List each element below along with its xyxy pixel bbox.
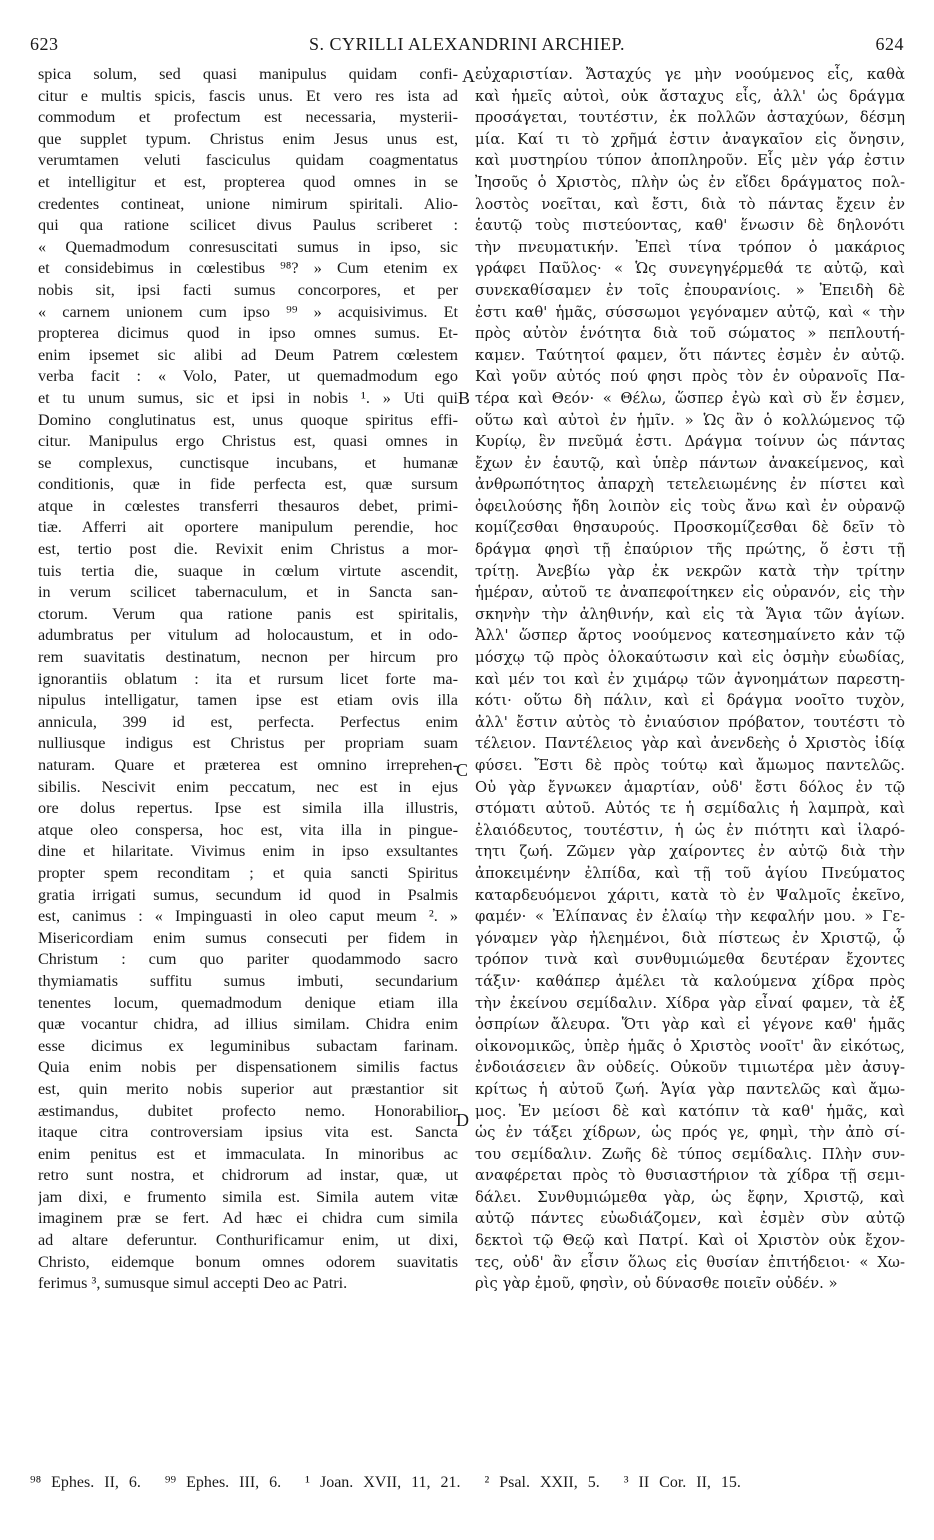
greek-column xyxy=(475,64,905,1295)
text-line: annicula, 399 id est, perfecta. Perfectus enim xyxy=(38,712,458,731)
text-line: ore dolus repertus. Ipse est simila illa illustris, xyxy=(38,799,458,818)
text-line: γόναμεν γὰρ ἠλεημένοι, διὰ πίστεως ἐν Χριστῷ, ᾧ xyxy=(475,929,905,947)
text-line: Κυρίῳ, ἓν πνεῦμά ἐστι. Δράγμα τοίνυν ὡς πάντας xyxy=(475,433,905,451)
text-line: propterea dicimus quod in ipso omnes sumus. Et- xyxy=(38,324,458,343)
text-line: tenentes locum, quemadmodum denique etiam illa xyxy=(38,993,458,1012)
text-line: est, tertio post die. Revixit enim Christus a mor- xyxy=(38,540,458,559)
text-line: gratia irrigati sumus, secundum id quod in Psalmis xyxy=(38,885,458,904)
text-line: citur. Manipulus ergo Christus est, quasi omnes in xyxy=(38,432,458,451)
text-line: enim ipsemet sic alibi ad Deum Patrem cœlestem xyxy=(38,345,458,364)
text-line: ἑαυτῷ τοὺς πιστεύοντας, καθ' ἕνωσιν δὲ δηλονότι xyxy=(475,217,905,235)
text-line: sibilis. Nescivit enim peccatum, nec est in ejus xyxy=(38,777,458,796)
text-line: Quia enim nobis per dispensationem similis factus xyxy=(38,1058,458,1077)
text-line: ἀνθρωπότητος ἀπαρχὴ τετελειωμένης ἐν πίστει καὶ xyxy=(475,476,905,494)
text-line: ἀλλ' ἔστιν αὐτὸς τὸ ἐνιαύσιον πρόβατον, τουτέστι τὸ xyxy=(475,713,905,731)
footnote: ³ II Cor. II, 15. xyxy=(623,1474,741,1491)
text-line: que supplet typum. Christus enim Jesus unus est, xyxy=(38,129,458,148)
text-line: τὴν πνευματικήν. Ἐπεὶ τίνα τρόπον ὁ μακάριος xyxy=(475,238,905,256)
text-line: τες, οὐδ' ἂν εἶσιν ὅλως εἰς θυσίαν ἐπιτήδειοι· « Χω- xyxy=(475,1253,905,1271)
text-line: est, canimus : « Impinguasti in oleo caput meum ². » xyxy=(38,907,458,926)
text-line: Christo, eidemque bonum omnes odorem suavitatis xyxy=(38,1252,458,1271)
text-line: ὀσπρίων ἄλευρα. Ὅτι γὰρ καὶ εἰ γέγονε καθ' ἡμᾶς xyxy=(475,1016,905,1034)
text-line: αὐτῷ πάντες εὐωδιάζομεν, καὶ ἐσμὲν σὺν αὐτῷ xyxy=(475,1210,905,1228)
text-line: τητι ζωή. Ζῶμεν γὰρ χαίροντες ἐν αὐτῷ διὰ τὴν xyxy=(475,843,905,861)
text-line: ignorantiis oblatum : ita et rursum licet forte ma- xyxy=(38,669,458,688)
text-line: τέλειον. Παντέλειος γὰρ καὶ ἀνενδεὴς ὁ Χριστὸς ἰδίᾳ xyxy=(475,735,905,753)
text-line: πρὸς αὐτὸν ἑνότητα διὰ τοῦ σώματος » πεπλουτή- xyxy=(475,325,905,343)
text-line: κομίζεσθαι θησαυρούς. Προσκομίζεσθαι δὲ δεῖν τὸ xyxy=(475,519,905,537)
text-line: verba facit : « Volo, Pater, ut quemadmodum ego xyxy=(38,367,458,386)
text-line: οἰκονομικῶς, ὑπὲρ ἡμᾶς ὁ Χριστὸς νοοῖτ' ἂν εἰκότως, xyxy=(475,1037,905,1055)
text-line: æstimandus, dubitet profecto nemo. Honorabilior xyxy=(38,1101,458,1120)
text-line: tuis tertia die, suaque in cœlum virtute ascendit, xyxy=(38,561,458,580)
text-line: δάλει. Συνθυμιώμεθα γὰρ, ὡς ἔφην, Χριστῷ, καὶ xyxy=(475,1188,905,1206)
text-line: Ἰησοῦς ὁ Χριστὸς, πλὴν ὡς ἐν εἴδει δράγματος πολ- xyxy=(475,173,905,191)
text-line: spica solum, sed quasi manipulus quidam confi- xyxy=(38,65,458,83)
text-line: γράφει Παῦλος· « Ὡς συνεγηγέρμεθά τε αὐτῷ, καὶ xyxy=(475,260,905,278)
text-line: naturam. Quare et præterea est omnino irreprehen- xyxy=(38,756,458,774)
text-line: Christum : cum quo pariter quodammodo sacro xyxy=(38,950,458,969)
text-line: credentes contineat, unione nimirum spiritali. Alio- xyxy=(38,194,458,213)
text-line: ἐλαιόδευτος, τουτέστιν, ἡ ὡς ἐν πιότητι καὶ ἱλαρό- xyxy=(475,821,905,839)
text-line: « carnem unionem cum ipso ⁹⁹ » acquisivimus. Et xyxy=(38,302,458,321)
text-line: σκηνὴν τὴν ἀληθινήν, καὶ εἰς τὰ Ἅγια τῶν ἁγίων. xyxy=(475,605,905,623)
text-line: ὀφειλούσης ἤδη λοιπὸν εἰς τοὺς ἄνω καὶ ἐν οὐρανῷ xyxy=(475,497,905,515)
text-line: rem suavitatis destinatum, necnon per hircum pro xyxy=(38,648,458,667)
text-line: του σεμίδαλιν. Ζωῆς δὲ τύπος σεμίδαλις. Πλὴν συν- xyxy=(475,1145,905,1163)
text-line: et considebimus in cœlestibus ⁹⁸? » Cum etenim ex xyxy=(38,259,458,278)
text-line: retro sunt nostra, et chidrorum ad instar, quæ, ut xyxy=(38,1166,458,1185)
text-line: ctorum. Verum qua ratione panis est spiritalis, xyxy=(38,604,458,623)
text-line: Domino conglutinatus est, unus quoque spiritus effi- xyxy=(38,410,458,429)
text-line: Misericordiam enim sumus consecuti per fidem in xyxy=(38,928,458,947)
text-line: nulliusque indigus est Christus per propriam suam xyxy=(38,734,458,753)
text-line: συνεκαθίσαμεν ἐν τοῖς ἐπουρανίοις. » Ἐπειδὴ δὲ xyxy=(475,281,905,299)
text-line: se complexus, cunctisque incubans, et humanæ xyxy=(38,453,458,472)
text-line: ad altare deferuntur. Conthurificamur enim, ut dixi, xyxy=(38,1231,458,1250)
text-line: ferimus ³, sumusque simul accepti Deo ac Patri. xyxy=(38,1274,348,1293)
text-line: thymiamatis suffitu sumus imbuti, secundarium xyxy=(38,971,458,990)
text-line: καὶ μέν τοι καὶ ἐν χιμάρῳ τῶν ἀγνοημάτων παρεστη- xyxy=(475,670,905,688)
text-line: ἐνδοιάσειεν ἂν οὐδείς. Οὐκοῦν τιμιωτέρα μὲν ἀσυγ- xyxy=(475,1059,905,1077)
column-marker-a: A xyxy=(462,66,475,86)
footnotes xyxy=(30,1474,904,1492)
text-line: nipulus intelligatur, tamen ipse est etiam ovis illa xyxy=(38,691,458,710)
text-line: conditionis, quæ in fide perfecta est, quæ sursum xyxy=(38,475,458,494)
text-line: propter spem reconditam ; et quia sancti Spiritus xyxy=(38,863,458,882)
latin-column xyxy=(38,64,458,1295)
text-line: ὡς ἐν τάξει χίδρων, ὡς πρός γε, φημὶ, τὴν ἀπὸ σί- xyxy=(475,1124,905,1142)
text-line: προσάγεται, τουτέστιν, ἐκ πολλῶν ἀσταχύων, δέσμη xyxy=(475,109,905,127)
text-line: qui qua ratione scilicet divus Paulus scriberet : xyxy=(38,216,458,235)
footnote: ¹ Joan. XVII, 11, 21. xyxy=(305,1474,461,1491)
text-line: αναφέρεται πρὸς τὸ θυσιαστήριον τὰ χίδρα τῇ σεμι- xyxy=(475,1167,905,1185)
text-line: καμεν. Ταύτητοί φαμεν, ὅτι πάντες ἐσμὲν ἐν αὐτῷ. xyxy=(475,346,905,364)
text-line: quæ vocantur chidra, ad illius similam. Chidra enim xyxy=(38,1015,458,1034)
text-line: καταρδευόμενοι χάριτι, κατὰ τὸ ἐν Ψαλμοῖς ἐκεῖνο, xyxy=(475,886,905,904)
text-line: tiæ. Afferri ait oportere manipulum perendie, hoc xyxy=(38,518,458,537)
text-line: et intelligitur et est, propterea quod omnes in se xyxy=(38,172,458,191)
text-line: φύσει. Ἔστι δὲ πρὸς τούτῳ καὶ ἄμωμος παντελῶς. xyxy=(475,757,905,774)
text-line: « Quemadmodum conresuscitati sumus in ipso, sic xyxy=(38,237,458,256)
text-line: imaginem præ se fert. Ad hæc ei chidra cum simila xyxy=(38,1209,458,1228)
text-line: καὶ μυστηρίου τύπον ἀποπληροῦν. Εἷς μὲν γάρ ἐστιν xyxy=(475,152,905,170)
text-line: jam dixi, e frumento simila est. Simila autem vitæ xyxy=(38,1187,458,1206)
text-line: Ἀλλ' ὥσπερ ἄρτος νοούμενος κατεσημαίνετο κἀν τῷ xyxy=(475,627,905,645)
text-line: κότι· οὕτω δὴ πάλιν, καὶ εἰ δράγμα νοοῖτο τυχὸν, xyxy=(475,692,905,710)
footnote: ² Psal. XXII, 5. xyxy=(484,1474,600,1491)
text-line: commodum et profectum est necessaria, mysterii- xyxy=(38,108,458,127)
text-line: atque in cœlestes transferri thesauros debet, primi- xyxy=(38,496,458,515)
text-line: dine et hilaritate. Vivimus enim in ipso exsultantes xyxy=(38,842,458,861)
text-line: esse dicimus ex leguminibus subactam farinam. xyxy=(38,1036,458,1055)
text-line: enim penitus est et immaculata. In minoribus ac xyxy=(38,1144,458,1163)
text-line: δεκτοὶ τῷ Θεῷ καὶ Πατρί. Καὶ οἱ Χριστὸν οὐκ ἔχον- xyxy=(475,1232,905,1250)
text-line: ρὶς γὰρ ἐμοῦ, φησὶν, οὐ δύνασθε ποιεῖν οὐδέν. » xyxy=(475,1275,838,1293)
text-line: μόσχῳ τῷ πρὸς ὁλοκαύτωσιν καὶ εἰς ὀσμὴν εὐωδίας, xyxy=(475,649,905,667)
text-line: verumtamen veluti fasciculus quidam coagmentatus xyxy=(38,151,458,170)
text-line: ἡμέραν, αὐτοῦ τε ἀναπεφοίτηκεν εἰς οὐρανόν, εἰς τὴν xyxy=(475,584,905,602)
text-line: τρίτῃ. Ἀνεβίω γὰρ ἐκ νεκρῶν κατὰ τὴν τρίτην xyxy=(475,562,905,580)
text-line: itaque citra controversiam ipsius vita est. Sancta xyxy=(38,1123,458,1142)
text-line: nobis sit, ipsi facti sumus concorpores, et per xyxy=(38,280,458,299)
text-line: κρίτως ἡ αὐτοῦ ζωή. Ἁγία γὰρ παντελῶς καὶ ἄμω- xyxy=(475,1080,905,1098)
footnote: ⁹⁸ Ephes. II, 6. xyxy=(30,1474,141,1491)
text-line: in verum scilicet tabernaculum, et in Sancta san- xyxy=(38,583,458,602)
text-line: τάξιν· καθάπερ ἀμέλει τὰ καλούμενα χίδρα πρὸς xyxy=(475,972,905,990)
text-line: adumbratus per vitulum ad holocaustum, et in odo- xyxy=(38,626,458,645)
text-line: στόματι αὐτοῦ. Αὐτός τε ἡ σεμίδαλις ἡ λαμπρὰ, καὶ xyxy=(475,800,905,818)
text-line: τρόπον τινὰ καὶ συνθυμιώμεθα δευτέραν ἔχοντες xyxy=(475,951,905,969)
text-line: τέρα καὶ Θεόν· « Θέλω, ὥσπερ ἐγὼ καὶ σὺ ἕν ἐσμεν, xyxy=(475,389,905,407)
text-line: atque oleo conspersa, hoc est, vita illa in pingue- xyxy=(38,820,458,839)
text-line: ἀποκειμένην ἐλπίδα, καὶ τῇ τοῦ ἁγίου Πνεύματος xyxy=(475,864,905,882)
text-line: Οὐ γὰρ ἔγνωκεν ἁμαρτίαν, οὐδ' ἔστι δόλος ἐν τῷ xyxy=(475,778,905,796)
text-line: λοστὸς νοεῖται, καὶ ἔστι, διὰ τὸ πάντας ἔχειν ἐν xyxy=(475,195,905,213)
column-marker-d: D xyxy=(456,1110,469,1130)
text-line: est, quin merito nobis superior aut præstantior sit xyxy=(38,1079,458,1098)
text-line: ἐστι καθ' ἡμᾶς, σύσσωμοι γεγόναμεν αὐτῷ, καὶ « τὴν xyxy=(475,303,905,321)
page-header xyxy=(30,34,904,60)
column-marker-b: B xyxy=(458,388,471,408)
text-line: μία. Καί τι τὸ χρῆμά ἐστιν ἀναγκαῖον εἰς ὄνησιν, xyxy=(475,130,905,148)
text-line: ἔχων ἐν ἑαυτῷ, καὶ ὑπὲρ πάντων ἀνακείμενος, καὶ xyxy=(475,454,905,472)
text-line: οὕτω καὶ αὐτοὶ ἐν ἡμῖν. » Ὡς ἂν ὁ κολλώμενος τῷ xyxy=(475,411,905,429)
footnote: ⁹⁹ Ephes. III, 6. xyxy=(164,1474,282,1491)
text-line: φαμέν· « Ἐλίπανας ἐν ἐλαίῳ τὴν κεφαλήν μου. » Γε- xyxy=(475,908,905,926)
running-title: S. CYRILLI ALEXANDRINI ARCHIEP. xyxy=(308,34,625,54)
text-line: καὶ ἡμεῖς αὐτοὶ, οὐκ ἄσταχυς εἷς, ἀλλ' ὡς δράγμα xyxy=(475,87,905,105)
text-line: μος. Ἐν μείοσι δὲ καὶ κατόπιν τὰ καθ' ἡμᾶς, καὶ xyxy=(475,1102,905,1120)
text-line: et tu unum sumus, sic et ipsi in nobis ¹. » Uti qui xyxy=(38,388,458,407)
text-line: δράγμα φησὶ τῇ ἐπαύριον τῆς πρώτης, ὅ ἐστι τῇ xyxy=(475,541,905,559)
text-line: citur e multis spicis, fascis unus. Et vero res ista ad xyxy=(38,86,458,105)
text-line: εὐχαριστίαν. Ἄσταχύς γε μὴν νοούμενος εἷς, καθὰ xyxy=(475,66,905,83)
text-line: τὴν ἐκείνου σεμίδαλιν. Χίδρα γὰρ εἶναί φαμεν, τὰ ἐξ xyxy=(475,994,905,1012)
right-page-number: 624 xyxy=(875,34,904,54)
text-line: Καὶ γοῦν αὐτός πού φησι πρὸς τὸν ἐν οὐρανοῖς Πα- xyxy=(475,368,905,386)
left-page-number: 623 xyxy=(30,34,59,54)
column-marker-c: C xyxy=(456,760,469,780)
